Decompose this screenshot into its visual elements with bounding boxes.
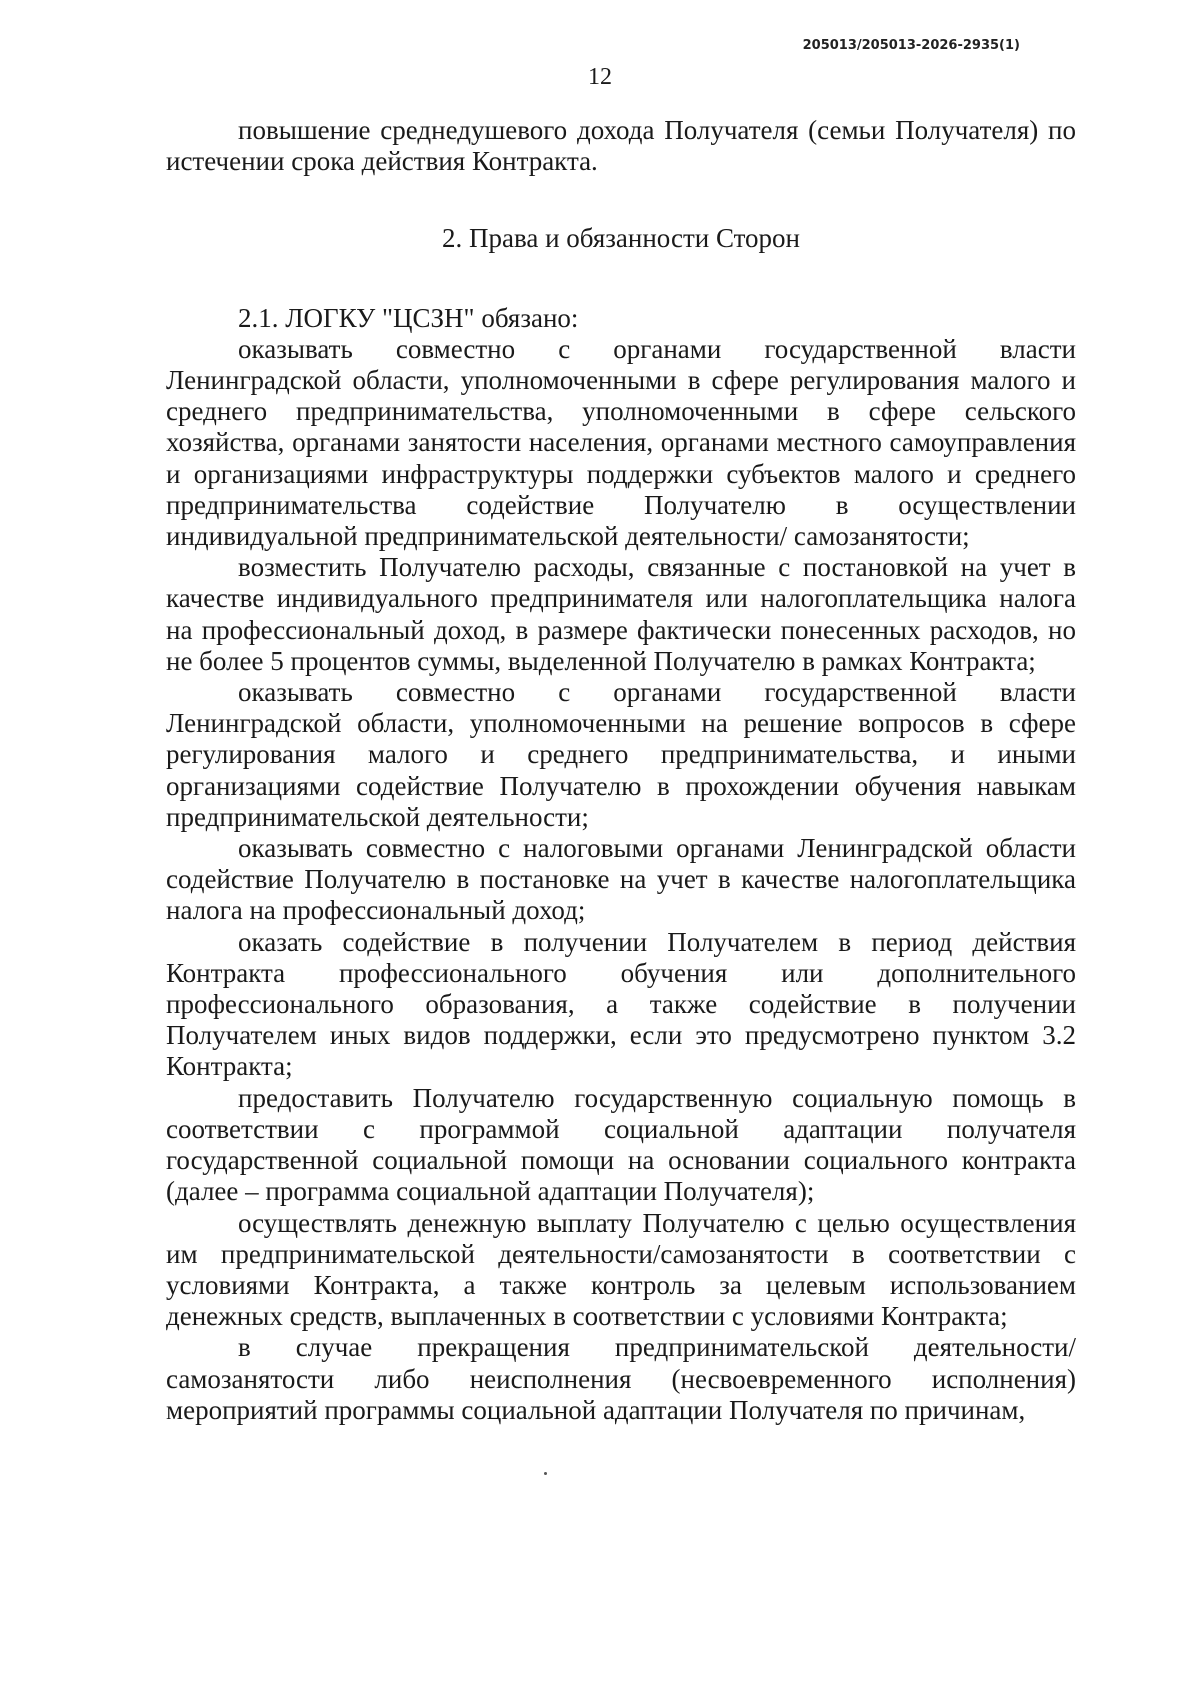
paragraph-6: предоставить Получателю государственную социальную помощь в соответствии с программой социальной адаптации получателя государственной социальной помощи на основании социального контракта (далее – программа социальной адаптации Получателя); xyxy=(166,1082,1076,1207)
intro-paragraph: повышение среднедушевого дохода Получателя (семьи Получателя) по истечении срока действия Контракта. xyxy=(166,115,1076,177)
paragraph-3: оказывать совместно с органами государственной власти Ленинградской области, уполномоченными на решение вопросов в сфере регулирования малого и среднего предпринимательства, и иными организациями содействие Получателю в прохождении обучения навыкам предпринимательской деятельности; xyxy=(166,677,1076,832)
paragraph-4: оказывать совместно с налоговыми органами Ленинградской области содействие Получателю в постановке на учет в качестве налогоплательщика налога на профессиональный доход; xyxy=(166,833,1076,926)
scan-speck xyxy=(544,1472,547,1475)
paragraph-5: оказать содействие в получении Получателем в период действия Контракта профессионального обучения или дополнительного профессионального образования, а также содействие в получении Получателем иных видов поддержки, если это предусмотрено пунктом 3.2 Контракта; xyxy=(166,926,1076,1082)
section-title: 2. Права и обязанности Сторон xyxy=(441,223,801,254)
document-body xyxy=(166,115,1076,1426)
paragraph-8: в случае прекращения предпринимательской деятельности/ самозанятости либо неисполнения (несвоевременного исполнения) мероприятий программы социальной адаптации Получателя по причинам, xyxy=(166,1332,1076,1425)
document-id: 205013/205013-2026-2935(1) xyxy=(802,38,1020,53)
paragraph-1: оказывать совместно с органами государственной власти Ленинградской области, уполномоченными в сфере регулирования малого и среднего предпринимательства, уполномоченными в сфере сельского хозяйства, органами занятости населения, органами местного самоуправления и организациями инфраструктуры поддержки субъектов малого и среднего предпринимательства содействие Получателю в осуществлении индивидуальной предпринимательской деятельности/ самозанятости; xyxy=(166,333,1076,552)
subsection-title: 2.1. ЛОГКУ "ЦСЗН" обязано: xyxy=(238,302,579,333)
page-number: 12 xyxy=(588,64,612,90)
paragraph-2: возместить Получателю расходы, связанные с постановкой на учет в качестве индивидуального предпринимателя или налогоплательщика налога на профессиональный доход, в размере фактически понесенных расходов, но не более 5 процентов суммы, выделенной Получателю в рамках Контракта; xyxy=(166,552,1076,676)
paragraph-7: осуществлять денежную выплату Получателю с целью осуществления им предпринимательской деятельности/самозанятости в соответствии с условиями Контракта, а также контроль за целевым использованием денежных средств, выплаченных в соответствии с условиями Контракта; xyxy=(166,1207,1076,1332)
